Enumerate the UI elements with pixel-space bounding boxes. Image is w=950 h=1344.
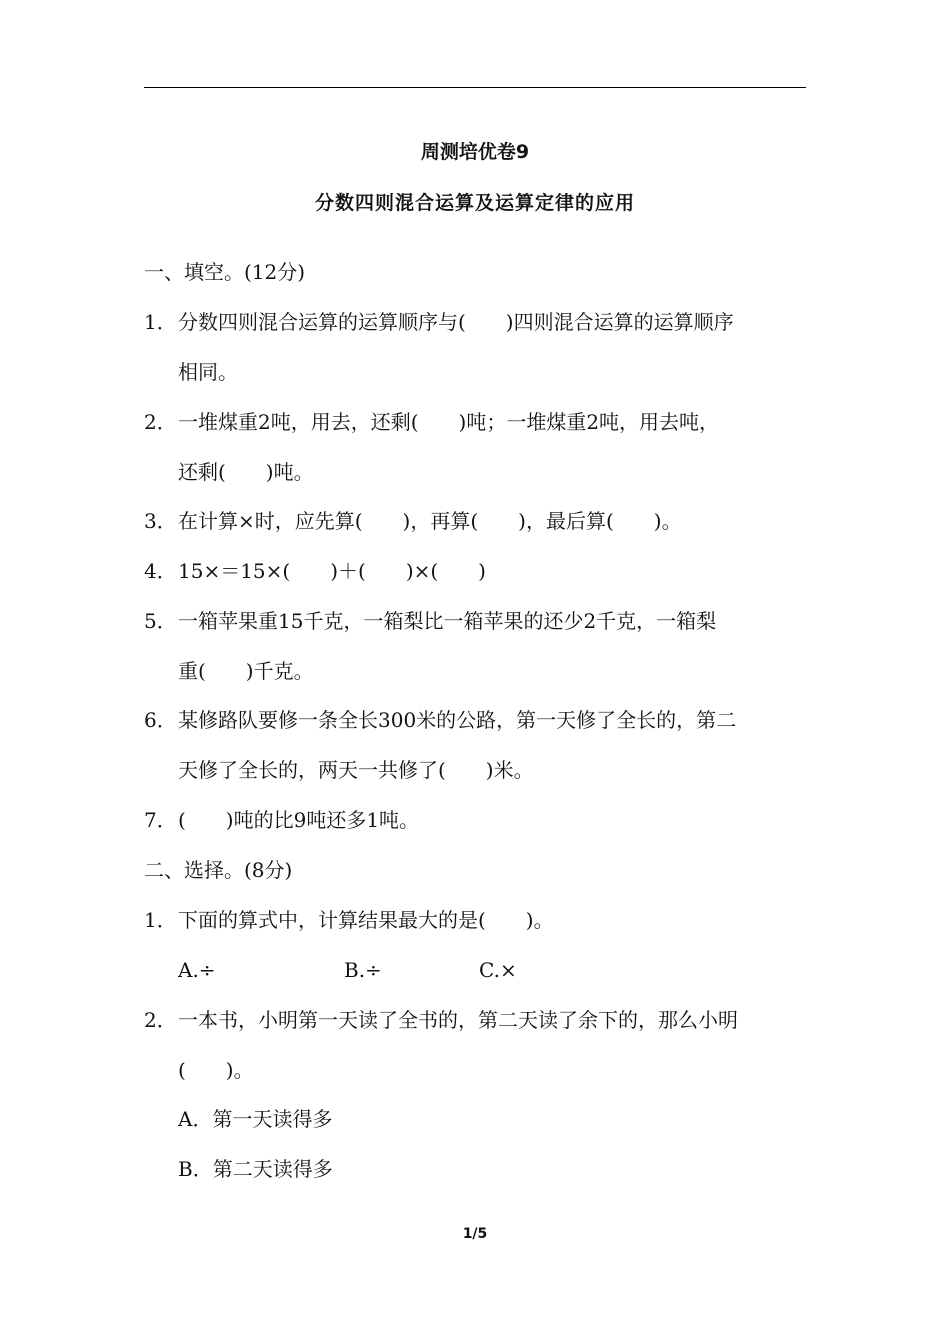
question-1-5-cont: 重( )千克。 (178, 659, 314, 683)
question-2-2-cont: ( )。 (178, 1058, 254, 1082)
question-1-1 (144, 309, 734, 335)
option-a: A.÷ (178, 958, 216, 982)
question-number: 7． (144, 808, 177, 832)
option-c: C.× (479, 958, 517, 982)
question-number: 1． (144, 310, 177, 334)
section-heading-choice: 二、选择。(8分) (144, 858, 293, 882)
question-1-6-cont: 天修了全长的，两天一共修了( )米。 (178, 758, 534, 782)
question-1-5 (144, 608, 716, 634)
question-1-7 (144, 807, 419, 833)
question-text: 在计算×时，应先算( )，再算( )，最后算( )。 (178, 509, 682, 533)
option-a: A．第一天读得多 (178, 1107, 333, 1131)
page-title: 周测培优卷9 (420, 141, 530, 163)
question-2-2 (144, 1007, 738, 1033)
top-rule (144, 87, 806, 88)
question-text: 一本书，小明第一天读了全书的，第二天读了余下的，那么小明 (178, 1008, 738, 1032)
page-subtitle: 分数四则混合运算及运算定律的应用 (314, 192, 635, 214)
option-b: B．第二天读得多 (178, 1157, 333, 1181)
page-number: 1/5 (462, 1226, 488, 1242)
question-1-6 (144, 707, 736, 733)
question-text: 一箱苹果重15千克，一箱梨比一箱苹果的还少2千克，一箱梨 (178, 609, 717, 633)
question-number: 1． (144, 908, 177, 932)
question-number: 2． (144, 1008, 177, 1032)
question-number: 6． (144, 708, 177, 732)
question-2-1 (144, 907, 554, 933)
question-text: 分数四则混合运算的运算顺序与( )四则混合运算的运算顺序 (178, 310, 734, 334)
question-text: 15×＝15×( )＋( )×( ) (178, 559, 486, 583)
question-number: 5． (144, 609, 177, 633)
option-b: B.÷ (344, 958, 382, 982)
question-1-2 (144, 409, 719, 435)
question-1-1-cont: 相同。 (178, 360, 238, 384)
question-number: 4． (144, 559, 177, 583)
question-text: 下面的算式中，计算结果最大的是( )。 (178, 908, 554, 932)
question-number: 2． (144, 410, 177, 434)
question-1-2-cont: 还剩( )吨。 (178, 460, 314, 484)
question-1-3 (144, 508, 682, 534)
section-heading-fill-blank: 一、填空。(12分) (144, 260, 306, 284)
question-text: 某修路队要修一条全长300米的公路，第一天修了全长的，第二 (178, 708, 737, 732)
question-number: 3． (144, 509, 177, 533)
question-text: 一堆煤重2吨，用去，还剩( )吨；一堆煤重2吨，用去吨， (178, 410, 720, 434)
question-text: ( )吨的比9吨还多1吨。 (178, 808, 420, 832)
question-2-1-options (178, 957, 517, 983)
question-1-4 (144, 558, 486, 584)
